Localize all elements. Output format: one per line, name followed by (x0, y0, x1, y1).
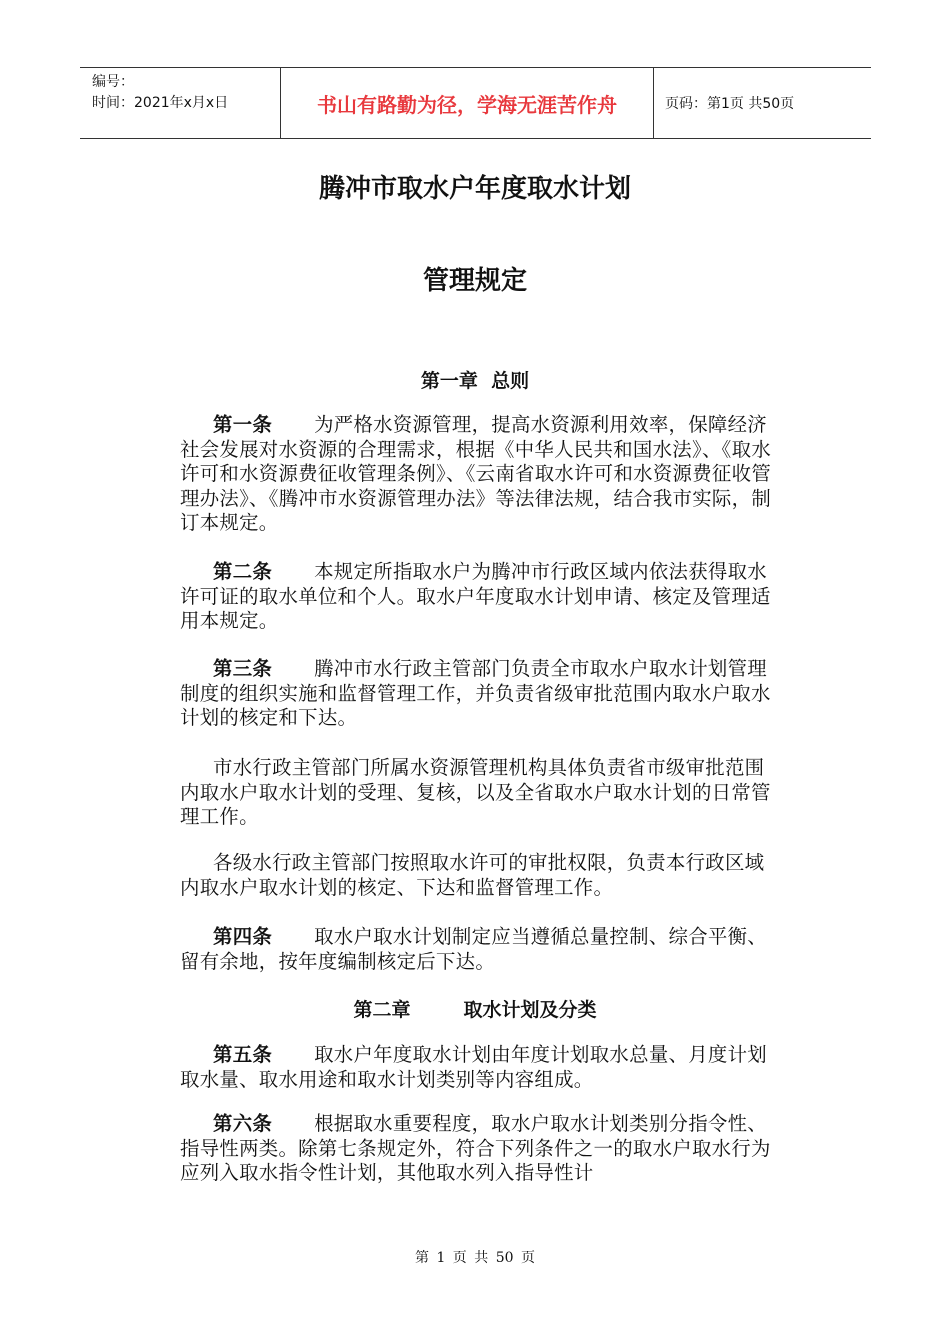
chapter-heading-2: 第二章 取水计划及分类 (353, 999, 597, 1021)
page-footer: 第 1 页 共 50 页 (415, 1250, 535, 1266)
header-meta (80, 68, 280, 138)
article-label: 第六条 (213, 1112, 273, 1135)
header-page-label: 页码：第1页 共50页 (665, 96, 795, 112)
article-paragraph (180, 925, 772, 974)
article-label: 第三条 (213, 657, 273, 680)
article-label: 第五条 (213, 1043, 273, 1066)
article-text: 本规定所指取水户为腾冲市行政区域内依法获得取水许可证的取水单位和个人。取水户年度取水计划申请、核定及管理适用本规定。 (180, 560, 771, 632)
document-number-label: 编号： (92, 74, 134, 90)
document-title: 腾冲市取水户年度取水计划 (318, 174, 631, 204)
article-paragraph (180, 657, 772, 731)
chapter-heading-1: 第一章 总则 (420, 370, 530, 392)
article-paragraph (180, 851, 772, 900)
article-text: 各级水行政主管部门按照取水许可的审批权限，负责本行政区域内取水户取水计划的核定、下达和监督管理工作。 (180, 851, 765, 899)
document-time-label: 时间：2021年x月x日 (92, 95, 229, 111)
document-subtitle: 管理规定 (422, 266, 527, 296)
article-paragraph (180, 1043, 772, 1092)
article-paragraph (180, 413, 772, 536)
article-label: 第一条 (213, 413, 273, 436)
header-motto: 书山有路勤为径，学海无涯苦作舟 (280, 68, 654, 138)
article-paragraph (180, 756, 772, 830)
page-header (80, 67, 871, 139)
article-label: 第四条 (213, 925, 273, 948)
article-paragraph (180, 560, 772, 634)
article-text: 根据取水重要程度，取水户取水计划类别分指令性、指导性两类。除第七条规定外，符合下列条件之一的取水户取水行为应列入取水指令性计划，其他取水列入指导性计 (180, 1112, 771, 1184)
article-text: 取水户取水计划制定应当遵循总量控制、综合平衡、留有余地，按年度编制核定后下达。 (180, 925, 767, 973)
article-text: 取水户年度取水计划由年度计划取水总量、月度计划取水量、取水用途和取水计划类别等内容组成。 (180, 1043, 767, 1091)
article-label: 第二条 (213, 560, 273, 583)
article-text: 市水行政主管部门所属水资源管理机构具体负责省市级审批范围内取水户取水计划的受理、复核，以及全省取水户取水计划的日常管理工作。 (180, 756, 771, 828)
article-paragraph (180, 1112, 772, 1186)
article-text: 腾冲市水行政主管部门负责全市取水户取水计划管理制度的组织实施和监督管理工作，并负责省级审批范围内取水户取水计划的核定和下达。 (180, 657, 771, 729)
article-text: 为严格水资源管理，提高水资源利用效率，保障经济社会发展对水资源的合理需求，根据《中华人民共和国水法》、《取水许可和水资源费征收管理条例》、《云南省取水许可和水资源费征收管理办法》、《腾冲市水资源管理办法》等法律法规，结合我市实际，制订本规定。 (180, 413, 772, 534)
